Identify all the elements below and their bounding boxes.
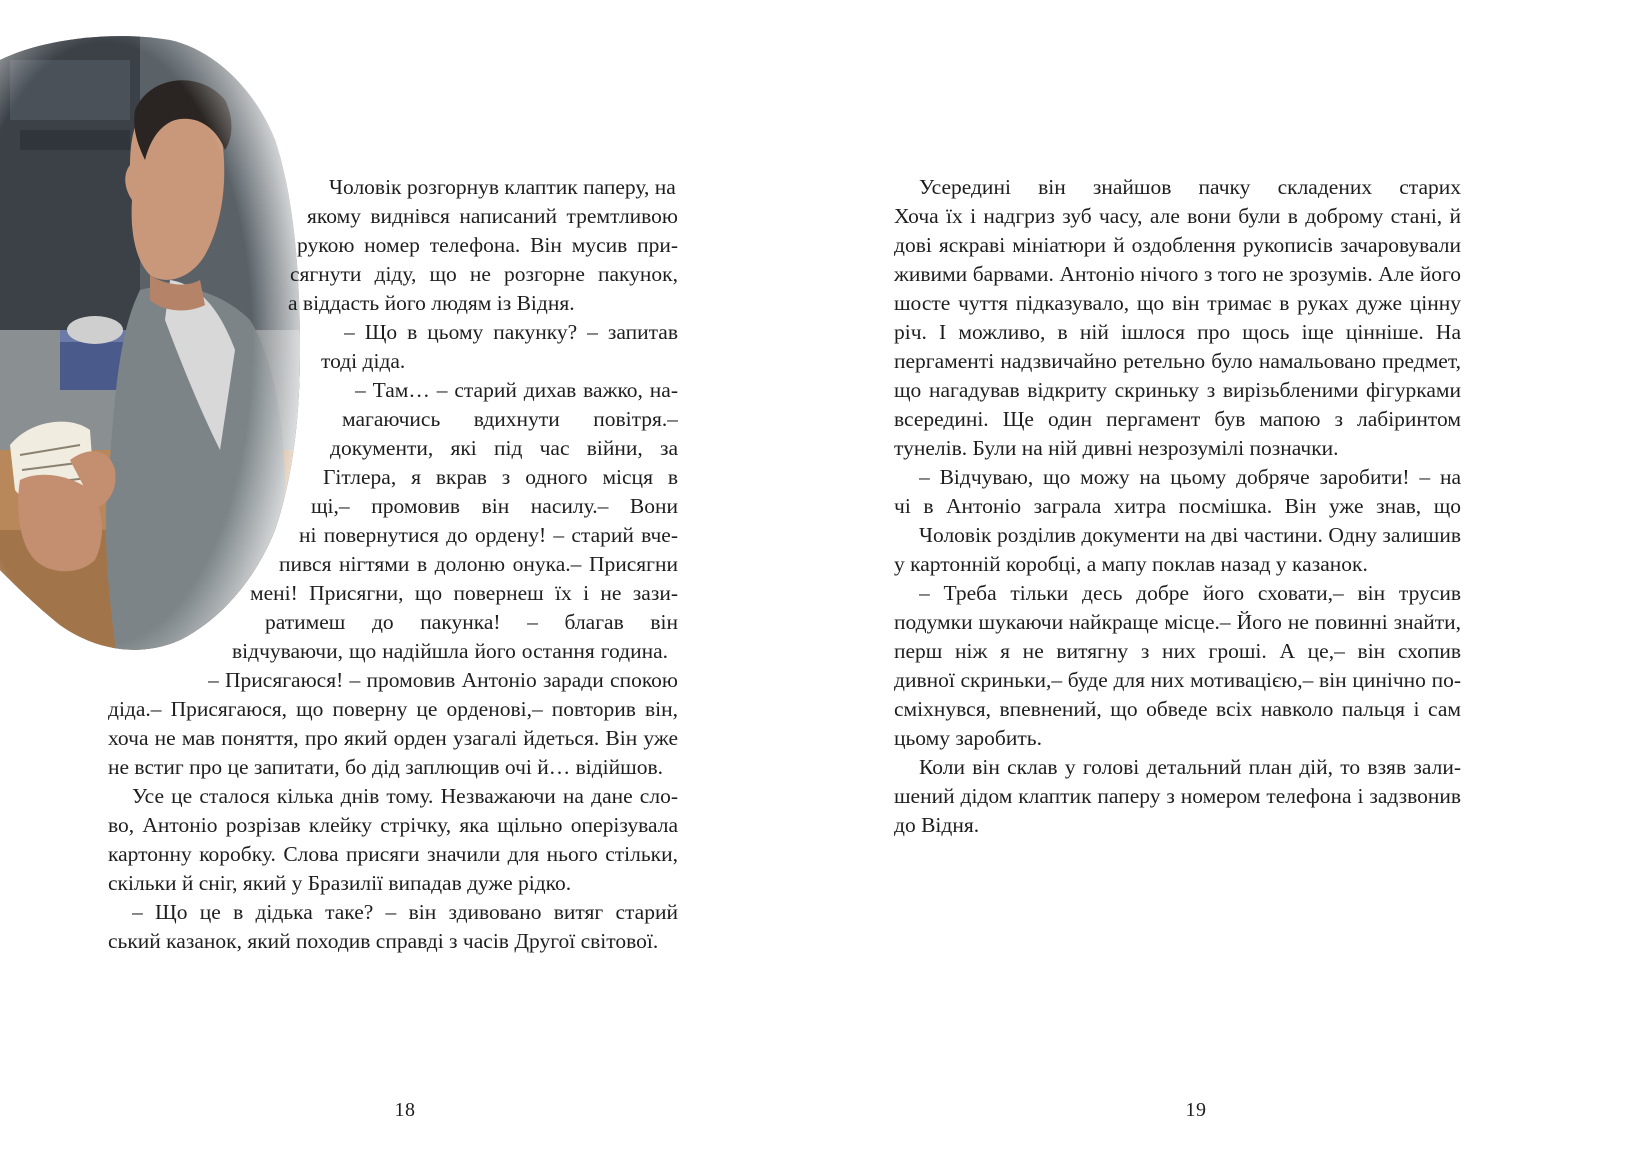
text-line: скільки й сніг, який у Бразилії випадав дуже рідко. — [108, 871, 572, 895]
text-line: що нагадував відкриту скриньку з вирізьбленими фігурками — [894, 378, 1461, 402]
text-line: Коли він склав у голові детальний план дій, то взяв зали- — [919, 755, 1461, 779]
text-line: – Треба тільки десь добре його сховати,– він трусив — [919, 581, 1461, 605]
text-line: у картонній коробці, а мапу поклав назад у казанок. — [894, 552, 1368, 576]
text-line: – Відчуваю, що можу на цьому добряче заробити! – на — [919, 465, 1461, 489]
page-number: 18 — [394, 1099, 416, 1121]
text-line: пергаменті надзвичайно ретельно було намальовано предмет, — [894, 349, 1461, 373]
text-line: пився нігтями в долоню онука.– Присягни — [279, 552, 678, 576]
text-line: відчуваючи, що надійшла його остання година. — [232, 639, 668, 663]
page-number: 19 — [1185, 1099, 1207, 1121]
text-line: Гітлера, я вкрав з одного місця в — [323, 465, 678, 489]
text-line: перш ніж я не витягну з них гроші. А це,– він схопив — [894, 639, 1461, 663]
text-line: тоді діда. — [321, 349, 406, 373]
text-line: картонну коробку. Слова присяги значили для нього стільки, — [108, 842, 678, 866]
text-line: ні повернутися до ордену! – старий вче- — [299, 523, 678, 547]
text-line: тунелів. Були на ній дивні незрозумілі позначки. — [894, 436, 1339, 460]
text-line: дивної скриньки,– буде для них мотивацією,– він цинічно по- — [894, 668, 1461, 692]
text-line: дові яскраві мініатюри й оздоблення рукописів зачаровували — [894, 233, 1461, 257]
text-line: Усередині він знайшов пачку складених старих — [919, 175, 1461, 199]
text-line: магаючись вдихнути повітря.– — [342, 407, 678, 431]
text-line: ський казанок, який походив справді з часів Другої світової. — [108, 929, 659, 953]
text-line: сміхнувся, впевнений, що обведе всіх навколо пальця і сам — [894, 697, 1461, 721]
text-line: во, Антоніо розрізав клейку стрічку, яка щільно оперізувала — [108, 813, 678, 837]
text-line: – Що це в дідька таке? – він здивовано витяг старий — [132, 900, 678, 924]
text-line: всередині. Ще один пергамент був мапою з лабіринтом — [894, 407, 1461, 431]
text-line: сягнути діду, що не розгорне пакунок, — [290, 262, 678, 286]
text-line: ратимеш до пакунка! – благав він — [265, 610, 678, 634]
text-line: чі в Антоніо заграла хитра посмішка. Він уже знав, що — [894, 494, 1461, 518]
text-line: діда.– Присягаюся, що поверну це орденові,– повторив він, — [108, 697, 678, 721]
text-line: документи, які під час війни, за — [330, 436, 678, 460]
text-line: шосте чуття підказувало, що він тримає в руках дуже цінну — [894, 291, 1461, 315]
text-line: якому виднівся написаний тремтливою — [307, 204, 678, 228]
text-line: – Присягаюся! – промовив Антоніо заради спокою — [208, 668, 678, 692]
text-line: рукою номер телефона. Він мусив при- — [297, 233, 678, 257]
text-line: подумки шукаючи найкраще місце.– Його не повинні знайти, — [894, 610, 1461, 634]
text-line: мені! Присягни, що повернеш їх і не зази- — [250, 581, 678, 605]
text-line: – Що в цьому пакунку? – запитав — [344, 320, 678, 344]
text-line: цьому заробить. — [894, 726, 1042, 750]
text-line: хоча не мав поняття, про який орден узагалі йдеться. Він уже — [108, 726, 678, 750]
text-line: до Відня. — [894, 813, 980, 837]
text-line: Чоловік розгорнув клаптик паперу, на — [329, 175, 676, 199]
right-page — [822, 0, 1644, 1162]
text-line: шений дідом клаптик паперу з номером телефона і задзвонив — [894, 784, 1461, 808]
text-line: живими барвами. Антоніо нічого з того не зрозумів. Але його — [894, 262, 1461, 286]
text-line: не встиг про це запитати, бо дід заплющив очі й… відійшов. — [108, 755, 663, 779]
text-line: – Там… – старий дихав важко, на- — [355, 378, 678, 402]
text-line: Хоча їх і надгриз зуб часу, але вони були в доброму стані, й — [894, 204, 1461, 228]
text-line: а віддасть його людям із Відня. — [288, 291, 575, 315]
text-line: Чоловік розділив документи на дві частини. Одну залишив — [919, 523, 1461, 547]
text-line: Усе це сталося кілька днів тому. Незважаючи на дане сло- — [132, 784, 678, 808]
text-line: щі,– промовив він насилу.– Вони — [311, 494, 678, 518]
text-line: річ. І можливо, в ній ішлося про щось іще цінніше. На — [894, 320, 1461, 344]
